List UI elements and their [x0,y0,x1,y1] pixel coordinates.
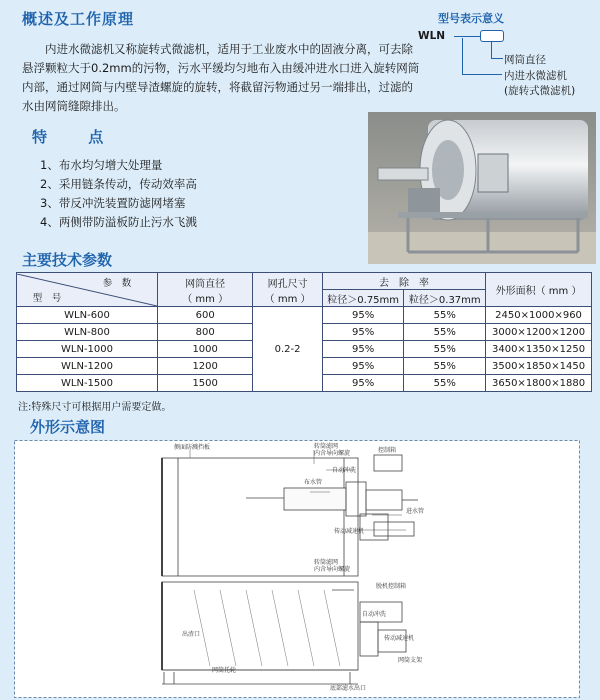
label-slag-outlet: 出渣口 [182,631,201,638]
cell-removal-a: 95% [322,324,404,341]
params-title: 主要技术参数 [22,251,113,269]
label-helix-side: 内含导向螺旋 [314,566,351,573]
header-removal: 去 除 率 [322,273,485,290]
label-water-inlet: 进水管 [406,508,425,515]
feature-item: 2、采用链条传动，传动效率高 [40,177,197,191]
label-control-box: 控制箱 [378,447,397,454]
cell-diameter: 600 [158,307,253,324]
label-inlet-pipe: 布水管 [304,479,323,486]
table-note: 注:特殊尺寸可根据用户需要定做。 [18,402,172,413]
header-aperture: 网孔尺寸 （ mm ） [253,273,323,307]
header-model: 型 号 [32,292,62,304]
legend-connector [462,38,463,74]
cell-removal-a: 95% [322,307,404,324]
legend-connector [454,36,480,37]
legend-connector [462,74,502,75]
cell-diameter: 1000 [158,341,253,358]
cell-removal-a: 95% [322,375,404,392]
features-title: 特 点 [32,128,122,146]
model-code: WLN [418,30,446,42]
label-bottom-drain: 底部滤水出口 [330,685,367,692]
legend-connector [491,42,492,58]
cell-dimensions: 3000×1200×1200 [486,324,592,341]
header-removal-b: 粒径＞0.37mm [404,290,486,307]
cell-diameter: 1200 [158,358,253,375]
label-motor: 传动减速机 [334,528,365,535]
cell-dimensions: 3400×1350×1250 [486,341,592,358]
overview-title: 概述及工作原理 [22,10,135,28]
header-diameter: 网筒直径 （ mm ） [158,273,253,307]
label-rotating-screen-side: 转筒滤网 [314,559,339,566]
cell-aperture: 0.2-2 [253,307,323,392]
label-rotating-screen: 转筒滤网 [314,443,339,450]
table-row [17,307,592,324]
model-legend-title: 型号表示意义 [438,12,504,25]
outline-diagram [14,440,580,698]
outline-title: 外形示意图 [30,418,106,436]
label-backwash: 自动冲洗 [332,467,357,474]
legend-type: 内进水微滤机 [504,70,567,82]
feature-item: 4、两侧带防溢板防止污水飞溅 [40,215,197,229]
cell-model: WLN-800 [17,324,158,341]
cell-diameter: 1500 [158,375,253,392]
header-dimensions: 外形面积（ mm ） [486,273,592,307]
cell-model: WLN-1200 [17,358,158,375]
cell-dimensions: 3500×1850×1450 [486,358,592,375]
overview-text: 内进水微滤机又称旋转式微滤机，适用于工业废水中的固液分离，可去除悬浮颗粒大于0.2mm的污物，污水平缓均匀地布入由缓冲进水口进入旋转网筒内部，通过网筒与内壁导渣螺旋的旋转，将截留污物通过另一端排出，过滤的水由网筒缝隙排出。 [22,42,420,113]
cell-model: WLN-1000 [17,341,158,358]
cell-removal-b: 55% [404,358,486,375]
header-removal-a: 粒径＞0.75mm [322,290,404,307]
cell-removal-a: 95% [322,341,404,358]
cell-dimensions: 2450×1000×960 [486,307,592,324]
cell-diameter: 800 [158,324,253,341]
legend-connector [491,58,503,59]
cell-removal-b: 55% [404,341,486,358]
label-splash-plate: 侧面防溅挡板 [174,444,211,451]
spec-table [16,272,592,392]
label-helix: 内含导向螺旋 [314,450,351,457]
model-diameter-box [480,30,504,42]
cell-model: WLN-1500 [17,375,158,392]
legend-type-alt: (旋转式微滤机) [504,85,576,97]
feature-item: 1、布水均匀增大处理量 [40,158,163,172]
cell-removal-b: 55% [404,324,486,341]
label-motor-side: 传动减速机 [384,635,415,642]
legend-diameter: 网筒直径 [504,54,546,66]
label-control-box-side: 脱机控制箱 [376,583,407,590]
features-list [40,156,197,232]
label-drum-roller: 网筒托轮 [212,667,237,674]
cell-dimensions: 3650×1800×1880 [486,375,592,392]
label-backwash-side: 自动冲洗 [362,611,387,618]
feature-item: 3、带反冲洗装置防滤网堵塞 [40,196,186,210]
model-legend [418,10,598,110]
label-drum-support: 网筒支架 [398,657,423,664]
header-params: 参 数 [102,277,132,289]
cell-removal-b: 55% [404,375,486,392]
header-param-model [17,273,158,307]
cell-removal-a: 95% [322,358,404,375]
machine-photo [368,112,596,264]
header-diagonal [17,274,157,306]
cell-model: WLN-600 [17,307,158,324]
cell-removal-b: 55% [404,307,486,324]
